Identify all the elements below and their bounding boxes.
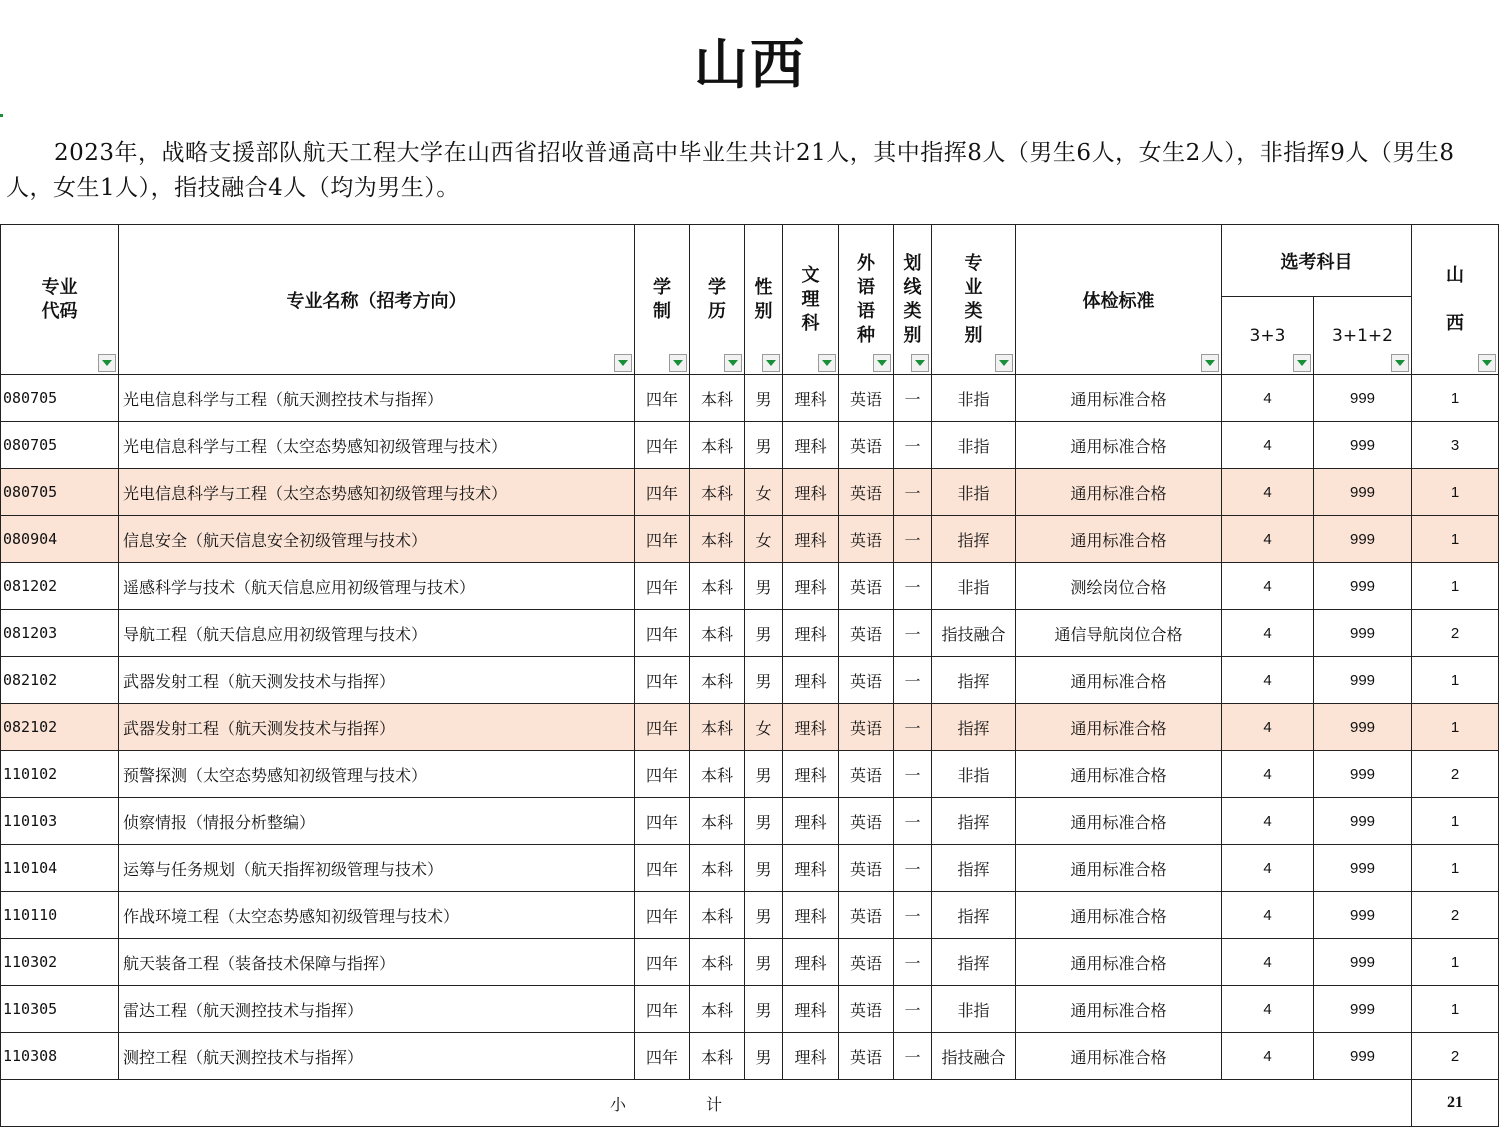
cell-language[interactable]: 英语 — [839, 516, 894, 563]
cell-category[interactable]: 非指 — [932, 563, 1016, 610]
cell-physical[interactable]: 测绘岗位合格 — [1016, 563, 1222, 610]
cell-gender[interactable]: 男 — [745, 798, 783, 845]
cell-s33[interactable]: 4 — [1222, 657, 1314, 704]
table-row — [1, 892, 1499, 939]
table-row — [1, 610, 1499, 657]
header-subjects-label: 选考科目 — [1280, 251, 1353, 273]
header-physical-label: 体检标准 — [1082, 290, 1155, 312]
cell-language[interactable]: 英语 — [839, 892, 894, 939]
cell-degree[interactable]: 本科 — [690, 845, 745, 892]
table-row — [1, 939, 1499, 986]
cell-physical[interactable]: 通用标准合格 — [1016, 986, 1222, 1033]
cell-gender[interactable]: 男 — [745, 657, 783, 704]
cell-name[interactable]: 侦察情报（情报分析整编） — [119, 798, 635, 845]
cell-language[interactable]: 英语 — [839, 375, 894, 422]
cell-s33[interactable]: 4 — [1222, 1033, 1314, 1080]
cell-line-type[interactable]: 一 — [894, 422, 932, 469]
cell-line-type[interactable]: 一 — [894, 845, 932, 892]
cell-language[interactable]: 英语 — [839, 610, 894, 657]
cell-degree[interactable]: 本科 — [690, 563, 745, 610]
header-language-label: 外语语种 — [856, 252, 875, 346]
cell-s33[interactable]: 4 — [1222, 845, 1314, 892]
header-quota-label: 山西 — [1445, 264, 1464, 334]
cell-degree[interactable]: 本科 — [690, 375, 745, 422]
cell-duration[interactable]: 四年 — [635, 469, 690, 516]
header-track-label: 文理科 — [801, 264, 820, 334]
filter-dropdown-icon[interactable] — [724, 354, 742, 372]
cell-physical[interactable]: 通用标准合格 — [1016, 798, 1222, 845]
cell-s33[interactable]: 4 — [1222, 516, 1314, 563]
cell-line-type[interactable]: 一 — [894, 516, 932, 563]
cell-name[interactable]: 光电信息科学与工程（太空态势感知初级管理与技术） — [119, 469, 635, 516]
cell-category[interactable]: 非指 — [932, 986, 1016, 1033]
cell-language[interactable]: 英语 — [839, 563, 894, 610]
header-language — [839, 225, 894, 375]
header-3plus3-label: 3+3 — [1249, 325, 1286, 346]
cell-line-type[interactable]: 一 — [894, 751, 932, 798]
header-category — [932, 225, 1016, 375]
intro-paragraph: 2023年，战略支援部队航天工程大学在山西省招收普通高中毕业生共计21人，其中指挥8人（男生6人，女生2人），非指挥9人（男生8人，女生1人），指技融合4人（均为男生）。 — [6, 140, 1455, 201]
cell-s33[interactable]: 4 — [1222, 704, 1314, 751]
cell-category[interactable]: 指技融合 — [932, 610, 1016, 657]
cell-quota[interactable]: 2 — [1412, 610, 1499, 657]
cell-s312[interactable]: 999 — [1314, 563, 1412, 610]
table-row — [1, 657, 1499, 704]
cell-name[interactable]: 雷达工程（航天测控技术与指挥） — [119, 986, 635, 1033]
cell-name[interactable]: 遥感科学与技术（航天信息应用初级管理与技术） — [119, 563, 635, 610]
cell-degree[interactable]: 本科 — [690, 516, 745, 563]
cell-line-type[interactable]: 一 — [894, 986, 932, 1033]
header-degree — [690, 225, 745, 375]
cell-line-type[interactable]: 一 — [894, 657, 932, 704]
cell-quota[interactable]: 2 — [1412, 892, 1499, 939]
cell-line-type[interactable]: 一 — [894, 892, 932, 939]
table-row — [1, 751, 1499, 798]
cell-language[interactable]: 英语 — [839, 1033, 894, 1080]
cell-language[interactable]: 英语 — [839, 704, 894, 751]
cell-physical[interactable]: 通用标准合格 — [1016, 657, 1222, 704]
cell-quota[interactable]: 3 — [1412, 422, 1499, 469]
cell-quota[interactable]: 1 — [1412, 798, 1499, 845]
cell-track[interactable]: 理科 — [783, 939, 839, 986]
header-subjects — [1222, 225, 1412, 297]
cell-category[interactable]: 指挥 — [932, 704, 1016, 751]
header-name — [119, 225, 635, 375]
cell-category[interactable]: 指挥 — [932, 798, 1016, 845]
cell-category[interactable]: 指挥 — [932, 657, 1016, 704]
cell-duration[interactable]: 四年 — [635, 610, 690, 657]
cell-code[interactable]: 080904 — [1, 516, 119, 563]
cell-s312[interactable]: 999 — [1314, 845, 1412, 892]
cell-code[interactable]: 082102 — [1, 704, 119, 751]
cell-degree[interactable]: 本科 — [690, 469, 745, 516]
header-line-type — [894, 225, 932, 375]
cell-category[interactable]: 指挥 — [932, 892, 1016, 939]
filter-dropdown-icon[interactable] — [98, 354, 116, 372]
subtotal-value[interactable]: 21 — [1412, 1080, 1499, 1127]
cell-name[interactable]: 武器发射工程（航天测发技术与指挥） — [119, 657, 635, 704]
cell-code[interactable]: 080705 — [1, 422, 119, 469]
cell-quota[interactable]: 1 — [1412, 704, 1499, 751]
cell-track[interactable]: 理科 — [783, 892, 839, 939]
cell-language[interactable]: 英语 — [839, 751, 894, 798]
table-body — [1, 375, 1499, 1127]
cell-code[interactable]: 110302 — [1, 939, 119, 986]
cell-quota[interactable]: 2 — [1412, 1033, 1499, 1080]
cell-category[interactable]: 非指 — [932, 422, 1016, 469]
cell-category[interactable]: 指技融合 — [932, 1033, 1016, 1080]
table-row — [1, 1033, 1499, 1080]
header-track — [783, 225, 839, 375]
cell-code[interactable]: 081202 — [1, 563, 119, 610]
cell-quota[interactable]: 1 — [1412, 516, 1499, 563]
cell-language[interactable]: 英语 — [839, 657, 894, 704]
cell-physical[interactable]: 通用标准合格 — [1016, 516, 1222, 563]
cell-physical[interactable]: 通用标准合格 — [1016, 1033, 1222, 1080]
header-duration — [635, 225, 690, 375]
subtotal-label: 小计 — [1, 1080, 1412, 1127]
cell-track[interactable]: 理科 — [783, 986, 839, 1033]
cell-gender[interactable]: 女 — [745, 516, 783, 563]
cell-s33[interactable]: 4 — [1222, 375, 1314, 422]
cell-duration[interactable]: 四年 — [635, 939, 690, 986]
cell-name[interactable]: 作战环境工程（太空态势感知初级管理与技术） — [119, 892, 635, 939]
cell-track[interactable]: 理科 — [783, 422, 839, 469]
cell-s33[interactable]: 4 — [1222, 563, 1314, 610]
header-degree-label: 学历 — [707, 276, 726, 322]
cell-s312[interactable]: 999 — [1314, 469, 1412, 516]
cell-physical[interactable]: 通信导航岗位合格 — [1016, 610, 1222, 657]
table-row — [1, 375, 1499, 422]
cell-physical[interactable]: 通用标准合格 — [1016, 704, 1222, 751]
cell-degree[interactable]: 本科 — [690, 610, 745, 657]
cell-language[interactable]: 英语 — [839, 798, 894, 845]
cell-degree[interactable]: 本科 — [690, 939, 745, 986]
cell-physical[interactable]: 通用标准合格 — [1016, 845, 1222, 892]
cell-language[interactable]: 英语 — [839, 422, 894, 469]
cell-category[interactable]: 指挥 — [932, 845, 1016, 892]
header-quota — [1412, 225, 1499, 375]
cell-s312[interactable]: 999 — [1314, 704, 1412, 751]
cell-s312[interactable]: 999 — [1314, 892, 1412, 939]
cell-gender[interactable]: 男 — [745, 986, 783, 1033]
cell-language[interactable]: 英语 — [839, 845, 894, 892]
cell-gender[interactable]: 男 — [745, 422, 783, 469]
header-code — [1, 225, 119, 375]
cell-duration[interactable]: 四年 — [635, 375, 690, 422]
header-subjects-3plus1plus2 — [1314, 297, 1412, 375]
page-title: 山西 — [694, 32, 806, 96]
table-row — [1, 986, 1499, 1033]
cell-s312[interactable]: 999 — [1314, 751, 1412, 798]
cell-code[interactable]: 110308 — [1, 1033, 119, 1080]
cell-duration[interactable]: 四年 — [635, 657, 690, 704]
cell-track[interactable]: 理科 — [783, 845, 839, 892]
cell-duration[interactable]: 四年 — [635, 845, 690, 892]
header-duration-label: 学制 — [652, 276, 671, 322]
cell-degree[interactable]: 本科 — [690, 751, 745, 798]
filter-dropdown-icon[interactable] — [873, 354, 891, 372]
cell-category[interactable]: 指挥 — [932, 939, 1016, 986]
filter-dropdown-icon[interactable] — [818, 354, 836, 372]
cell-degree[interactable]: 本科 — [690, 798, 745, 845]
cell-line-type[interactable]: 一 — [894, 469, 932, 516]
cell-track[interactable]: 理科 — [783, 751, 839, 798]
filter-dropdown-icon[interactable] — [669, 354, 687, 372]
cell-s33[interactable]: 4 — [1222, 892, 1314, 939]
header-name-label: 专业名称（招考方向） — [286, 290, 467, 312]
cell-category[interactable]: 非指 — [932, 375, 1016, 422]
cell-degree[interactable]: 本科 — [690, 704, 745, 751]
cell-line-type[interactable]: 一 — [894, 939, 932, 986]
filter-dropdown-icon[interactable] — [614, 354, 632, 372]
header-physical — [1016, 225, 1222, 375]
cell-degree[interactable]: 本科 — [690, 986, 745, 1033]
table-row — [1, 798, 1499, 845]
cell-s312[interactable]: 999 — [1314, 610, 1412, 657]
cell-duration[interactable]: 四年 — [635, 704, 690, 751]
cell-s33[interactable]: 4 — [1222, 986, 1314, 1033]
cell-gender[interactable]: 男 — [745, 1033, 783, 1080]
cell-duration[interactable]: 四年 — [635, 1033, 690, 1080]
cell-s312[interactable]: 999 — [1314, 1033, 1412, 1080]
cell-name[interactable]: 导航工程（航天信息应用初级管理与技术） — [119, 610, 635, 657]
cell-s312[interactable]: 999 — [1314, 375, 1412, 422]
table-row — [1, 469, 1499, 516]
cell-physical[interactable]: 通用标准合格 — [1016, 469, 1222, 516]
cell-code[interactable]: 110110 — [1, 892, 119, 939]
cell-physical[interactable]: 通用标准合格 — [1016, 751, 1222, 798]
cell-s33[interactable]: 4 — [1222, 610, 1314, 657]
cell-s33[interactable]: 4 — [1222, 422, 1314, 469]
cell-track[interactable]: 理科 — [783, 563, 839, 610]
cell-language[interactable]: 英语 — [839, 469, 894, 516]
cell-track[interactable]: 理科 — [783, 798, 839, 845]
cell-physical[interactable]: 通用标准合格 — [1016, 375, 1222, 422]
cell-category[interactable]: 非指 — [932, 469, 1016, 516]
cell-name[interactable]: 光电信息科学与工程（太空态势感知初级管理与技术） — [119, 422, 635, 469]
cell-code[interactable]: 081203 — [1, 610, 119, 657]
cell-code[interactable]: 080705 — [1, 375, 119, 422]
cell-language[interactable]: 英语 — [839, 939, 894, 986]
filter-dropdown-icon[interactable] — [762, 354, 780, 372]
table-row — [1, 704, 1499, 751]
cell-code[interactable]: 110104 — [1, 845, 119, 892]
header-gender — [745, 225, 783, 375]
cell-track[interactable]: 理科 — [783, 516, 839, 563]
cell-name[interactable]: 运筹与任务规划（航天指挥初级管理与技术） — [119, 845, 635, 892]
cell-code[interactable]: 110305 — [1, 986, 119, 1033]
header-category-label: 专业类别 — [964, 252, 983, 346]
cell-line-type[interactable]: 一 — [894, 1033, 932, 1080]
cell-s33[interactable]: 4 — [1222, 751, 1314, 798]
cell-s33[interactable]: 4 — [1222, 469, 1314, 516]
cell-physical[interactable]: 通用标准合格 — [1016, 422, 1222, 469]
cell-quota[interactable]: 1 — [1412, 939, 1499, 986]
cell-code[interactable]: 082102 — [1, 657, 119, 704]
cell-line-type[interactable]: 一 — [894, 704, 932, 751]
cell-language[interactable]: 英语 — [839, 986, 894, 1033]
cell-track[interactable]: 理科 — [783, 1033, 839, 1080]
cell-quota[interactable]: 1 — [1412, 469, 1499, 516]
cell-gender[interactable]: 女 — [745, 704, 783, 751]
subtotal-row — [1, 1080, 1499, 1127]
cell-degree[interactable]: 本科 — [690, 657, 745, 704]
cell-code[interactable]: 110102 — [1, 751, 119, 798]
cell-track[interactable]: 理科 — [783, 657, 839, 704]
cell-quota[interactable]: 1 — [1412, 986, 1499, 1033]
header-subjects-3plus3 — [1222, 297, 1314, 375]
cell-quota[interactable]: 1 — [1412, 563, 1499, 610]
cell-physical[interactable]: 通用标准合格 — [1016, 892, 1222, 939]
cell-corner-marker — [0, 114, 3, 117]
table-row — [1, 845, 1499, 892]
cell-track[interactable]: 理科 — [783, 375, 839, 422]
table-row — [1, 422, 1499, 469]
cell-duration[interactable]: 四年 — [635, 516, 690, 563]
cell-track[interactable]: 理科 — [783, 704, 839, 751]
cell-s312[interactable]: 999 — [1314, 516, 1412, 563]
cell-duration[interactable]: 四年 — [635, 892, 690, 939]
cell-physical[interactable]: 通用标准合格 — [1016, 939, 1222, 986]
cell-category[interactable]: 指挥 — [932, 516, 1016, 563]
cell-gender[interactable]: 男 — [745, 610, 783, 657]
cell-line-type[interactable]: 一 — [894, 610, 932, 657]
cell-duration[interactable]: 四年 — [635, 751, 690, 798]
cell-name[interactable]: 航天装备工程（装备技术保障与指挥） — [119, 939, 635, 986]
filter-dropdown-icon[interactable] — [911, 354, 929, 372]
cell-s312[interactable]: 999 — [1314, 986, 1412, 1033]
cell-quota[interactable]: 2 — [1412, 751, 1499, 798]
cell-track[interactable]: 理科 — [783, 469, 839, 516]
table-row — [1, 516, 1499, 563]
cell-s33[interactable]: 4 — [1222, 939, 1314, 986]
cell-quota[interactable]: 1 — [1412, 375, 1499, 422]
header-gender-label: 性别 — [754, 276, 773, 322]
header-3plus1plus2-label: 3+1+2 — [1332, 325, 1393, 346]
cell-degree[interactable]: 本科 — [690, 422, 745, 469]
cell-s312[interactable]: 999 — [1314, 939, 1412, 986]
cell-code[interactable]: 080705 — [1, 469, 119, 516]
cell-degree[interactable]: 本科 — [690, 1033, 745, 1080]
cell-duration[interactable]: 四年 — [635, 986, 690, 1033]
cell-track[interactable]: 理科 — [783, 610, 839, 657]
filter-dropdown-icon[interactable] — [1293, 354, 1311, 372]
cell-gender[interactable]: 男 — [745, 845, 783, 892]
cell-category[interactable]: 非指 — [932, 751, 1016, 798]
cell-name[interactable]: 武器发射工程（航天测发技术与指挥） — [119, 704, 635, 751]
cell-duration[interactable]: 四年 — [635, 798, 690, 845]
filter-dropdown-icon[interactable] — [1391, 354, 1409, 372]
cell-gender[interactable]: 女 — [745, 469, 783, 516]
table-row — [1, 563, 1499, 610]
cell-s33[interactable]: 4 — [1222, 798, 1314, 845]
cell-name[interactable]: 信息安全（航天信息安全初级管理与技术） — [119, 516, 635, 563]
filter-dropdown-icon[interactable] — [995, 354, 1013, 372]
cell-gender[interactable]: 男 — [745, 939, 783, 986]
admissions-table — [0, 224, 1499, 1127]
cell-degree[interactable]: 本科 — [690, 892, 745, 939]
cell-code[interactable]: 110103 — [1, 798, 119, 845]
cell-line-type[interactable]: 一 — [894, 563, 932, 610]
cell-name[interactable]: 测控工程（航天测控技术与指挥） — [119, 1033, 635, 1080]
cell-duration[interactable]: 四年 — [635, 422, 690, 469]
cell-s312[interactable]: 999 — [1314, 657, 1412, 704]
cell-name[interactable]: 预警探测（太空态势感知初级管理与技术） — [119, 751, 635, 798]
cell-gender[interactable]: 男 — [745, 751, 783, 798]
header-line-type-label: 划线类别 — [903, 252, 922, 346]
cell-quota[interactable]: 1 — [1412, 845, 1499, 892]
cell-line-type[interactable]: 一 — [894, 375, 932, 422]
cell-gender[interactable]: 男 — [745, 892, 783, 939]
cell-s312[interactable]: 999 — [1314, 798, 1412, 845]
cell-s312[interactable]: 999 — [1314, 422, 1412, 469]
filter-dropdown-icon[interactable] — [1478, 354, 1496, 372]
cell-gender[interactable]: 男 — [745, 375, 783, 422]
cell-quota[interactable]: 1 — [1412, 657, 1499, 704]
filter-dropdown-icon[interactable] — [1201, 354, 1219, 372]
cell-duration[interactable]: 四年 — [635, 563, 690, 610]
cell-gender[interactable]: 男 — [745, 563, 783, 610]
cell-line-type[interactable]: 一 — [894, 798, 932, 845]
header-code-label: 专业代码 — [41, 276, 78, 322]
cell-name[interactable]: 光电信息科学与工程（航天测控技术与指挥） — [119, 375, 635, 422]
